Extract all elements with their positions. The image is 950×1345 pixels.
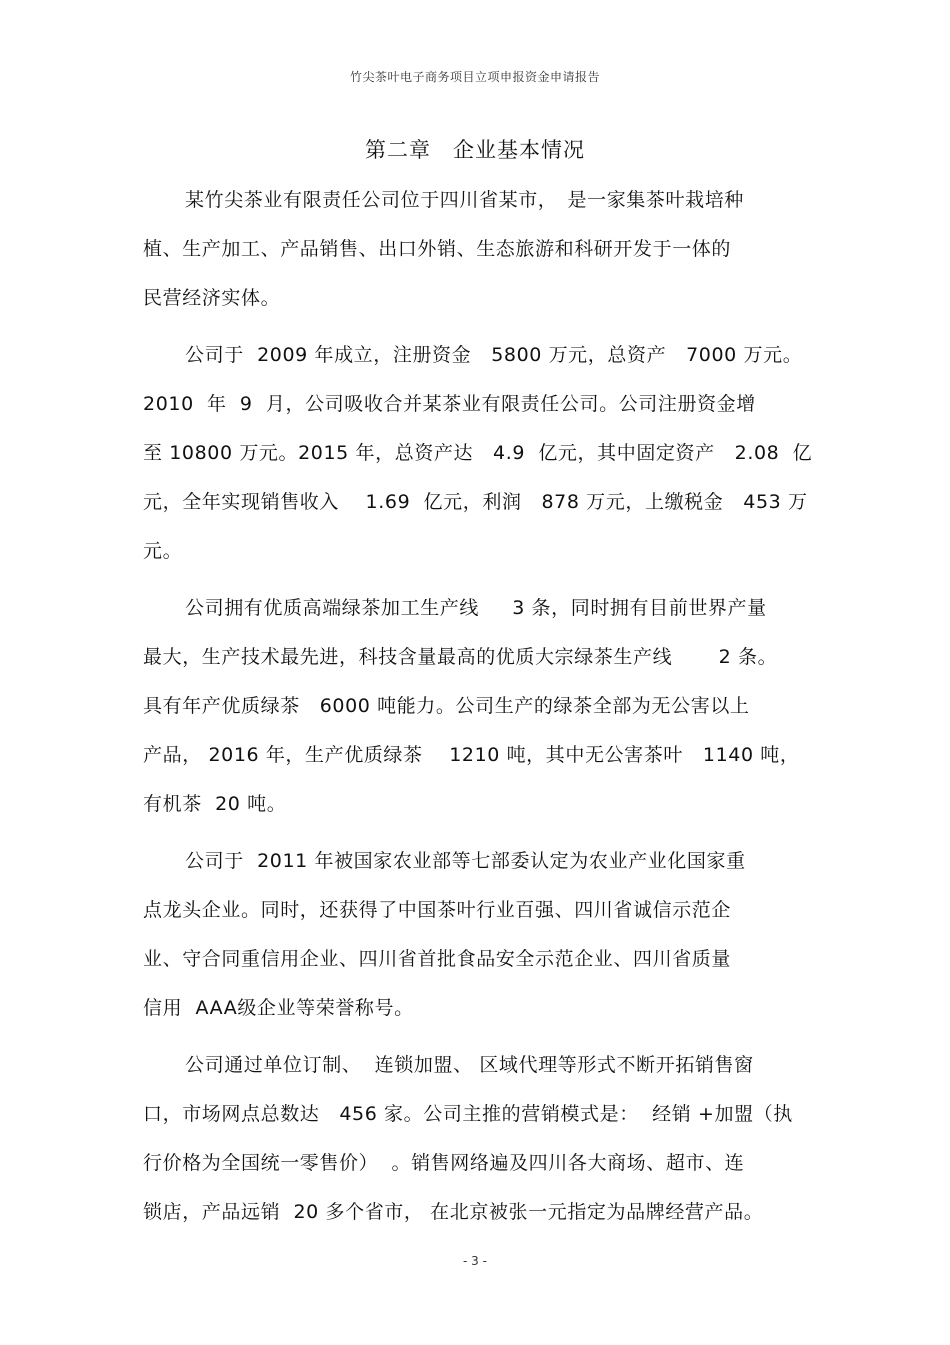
text-line: 产品， 2016 年，生产优质绿茶 1210 吨，其中无公害茶叶 1140 吨，	[143, 744, 800, 766]
running-header: 竹尖茶叶电子商务项目立项申报资金申请报告	[349, 70, 600, 84]
text-line: 信用 AAA级企业等荣誉称号。	[143, 997, 414, 1019]
text-line: 公司拥有优质高端绿茶加工生产线 3 条，同时拥有目前世界产量	[185, 597, 767, 619]
text-line: 行价格为全国统一零售价） 。销售网络遍及四川各大商场、超市、连	[143, 1152, 745, 1174]
chapter-title: 第二章 企业基本情况	[365, 138, 585, 162]
paragraph-company-intro	[143, 176, 813, 323]
text-line: 元。	[143, 540, 183, 562]
text-line: 2010 年 9 月，公司吸收合并某茶业有限责任公司。公司注册资金增	[143, 393, 756, 415]
paragraph-financials	[143, 331, 813, 576]
text-line: 元，全年实现销售收入 1.69 亿元，利润 878 万元，上缴税金 453 万	[143, 491, 808, 513]
text-line: 有机茶 20 吨。	[143, 793, 287, 815]
paragraph-sales-network	[143, 1041, 813, 1237]
text-line: 具有年产优质绿茶 6000 吨能力。公司生产的绿茶全部为无公害以上	[143, 695, 750, 717]
text-line: 至 10800 万元。2015 年，总资产达 4.9 亿元，其中固定资产 2.08 亿	[143, 442, 813, 464]
page-number: - 3 -	[463, 1254, 487, 1268]
text-line: 公司通过单位订制、 连锁加盟、 区域代理等形式不断开拓销售窗	[185, 1054, 754, 1076]
text-line: 锁店，产品远销 20 多个省市， 在北京被张一元指定为品牌经营产品。	[143, 1201, 764, 1223]
text-line: 某竹尖茶业有限责任公司位于四川省某市， 是一家集茶叶栽培种	[185, 189, 744, 211]
text-line: 口，市场网点总数达 456 家。公司主推的营销模式是： 经销 +加盟（执	[143, 1103, 793, 1125]
text-line: 点龙头企业。同时，还获得了中国茶叶行业百强、四川省诚信示范企	[143, 899, 732, 921]
text-line: 公司于 2011 年被国家农业部等七部委认定为农业产业化国家重	[185, 850, 746, 872]
text-line: 民营经济实体。	[143, 287, 281, 309]
text-line: 公司于 2009 年成立，注册资金 5800 万元，总资产 7000 万元。	[185, 344, 803, 366]
paragraph-honors	[143, 837, 813, 1033]
text-line: 业、守合同重信用企业、四川省首批食品安全示范企业、四川省质量	[143, 948, 732, 970]
body-text	[143, 176, 813, 1237]
text-line: 最大，生产技术最先进，科技含量最高的优质大宗绿茶生产线 2 条。	[143, 646, 778, 668]
text-line: 植、生产加工、产品销售、出口外销、生态旅游和科研开发于一体的	[143, 238, 732, 260]
paragraph-production	[143, 584, 813, 829]
